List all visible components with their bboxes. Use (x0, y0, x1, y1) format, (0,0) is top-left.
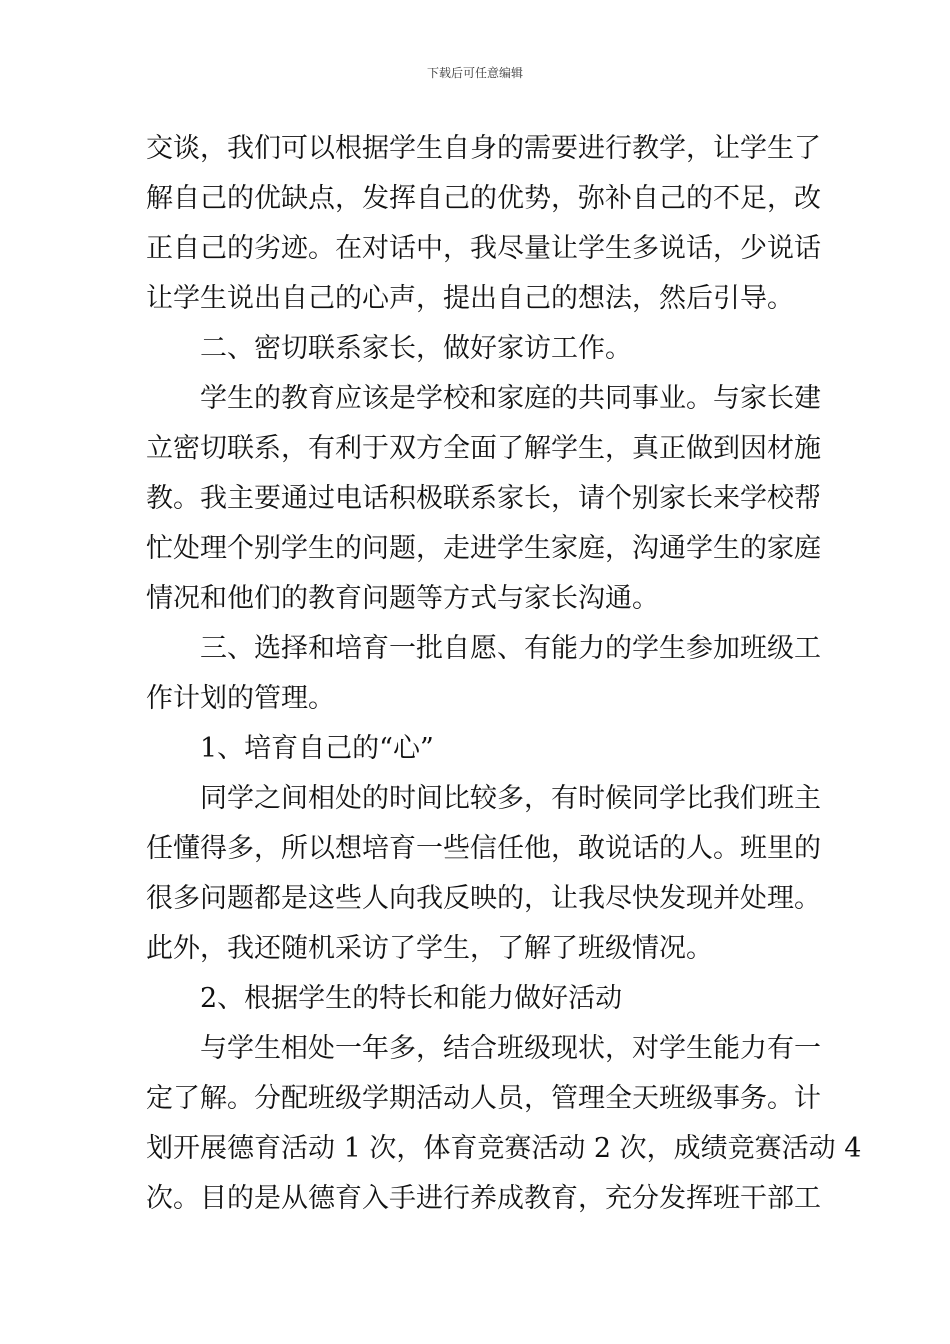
subsection-heading: 1、培育自己的“心” (200, 733, 434, 764)
text-line: 学生的教育应该是学校和家庭的共同事业。与家长建 (200, 383, 821, 414)
text-line: 情况和他们的教育问题等方式与家长沟通。 (146, 583, 659, 614)
page-header: 下载后可任意编辑 (426, 66, 523, 80)
text-line: 解自己的优缺点，发挥自己的优势，弥补自己的不足，改 (146, 183, 821, 214)
section-heading: 三、选择和培育一批自愿、有能力的学生参加班级工 (200, 633, 821, 664)
text-line: 交谈，我们可以根据学生自身的需要进行教学，让学生了 (146, 133, 821, 164)
text-line: 作计划的管理。 (146, 683, 335, 714)
text-line: 很多问题都是这些人向我反映的，让我尽快发现并处理。 (146, 883, 821, 914)
text-line: 教。我主要通过电话积极联系家长，请个别家长来学校帮 (146, 483, 821, 514)
text-line: 让学生说出自己的心声，提出自己的想法，然后引导。 (146, 283, 794, 314)
text-line: 与学生相处一年多，结合班级现状，对学生能力有一 (200, 1033, 821, 1064)
text-line: 任懂得多，所以想培育一些信任他，敢说话的人。班里的 (146, 833, 821, 864)
section-heading: 二、密切联系家长，做好家访工作。 (200, 333, 632, 364)
document-body (146, 124, 862, 1224)
text-line: 次。目的是从德育入手进行养成教育，充分发挥班干部工 (146, 1183, 821, 1214)
text-line: 定了解。分配班级学期活动人员，管理全天班级事务。计 (146, 1083, 821, 1114)
text-line: 忙处理个别学生的问题，走进学生家庭，沟通学生的家庭 (146, 533, 821, 564)
text-line: 同学之间相处的时间比较多，有时候同学比我们班主 (200, 783, 821, 814)
text-line: 划开展德育活动 1 次，体育竞赛活动 2 次，成绩竞赛活动 4 (146, 1133, 862, 1164)
text-line: 正自己的劣迹。在对话中，我尽量让学生多说话，少说话 (146, 233, 821, 264)
text-line: 此外，我还随机采访了学生，了解了班级情况。 (146, 933, 713, 964)
text-line: 立密切联系，有利于双方全面了解学生，真正做到因材施 (146, 433, 821, 464)
subsection-heading: 2、根据学生的特长和能力做好活动 (200, 983, 623, 1014)
